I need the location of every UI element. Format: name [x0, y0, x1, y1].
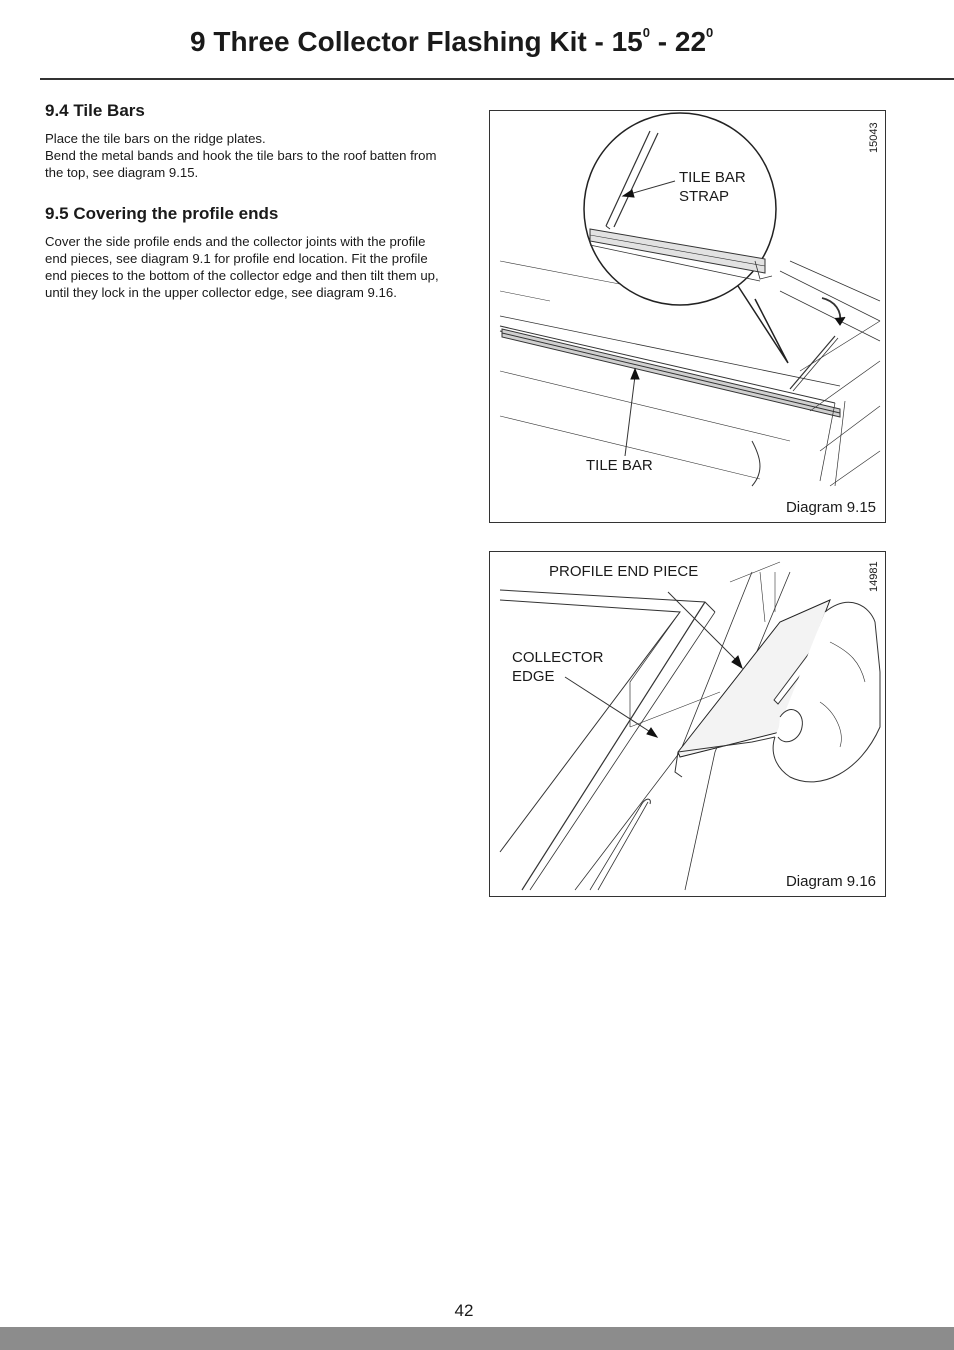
- page-title: [190, 26, 713, 58]
- section-heading: 9.4 Tile Bars: [45, 101, 145, 120]
- paragraph: Place the tile bars on the ridge plates.: [45, 131, 266, 146]
- label-line: TILE BAR: [679, 169, 746, 186]
- title-text-2: - 22: [650, 26, 707, 57]
- diagram-9-16: [489, 551, 886, 897]
- drawing-number: 15043: [868, 122, 880, 153]
- page-number: 42: [454, 1301, 474, 1320]
- title-superscript-1: 0: [642, 24, 650, 40]
- label-line: STRAP: [679, 188, 730, 205]
- label-tile-bar-strap: [679, 168, 746, 206]
- label-line: EDGE: [512, 668, 555, 685]
- paragraph: Bend the metal bands and hook the tile bars to the roof batten from the top, see diagram 9.15.: [45, 148, 437, 180]
- label-tile-bar: TILE BAR: [586, 457, 653, 474]
- diagram-caption: Diagram 9.16: [785, 873, 876, 890]
- drawing-number: 14981: [868, 561, 880, 592]
- title-text: 9 Three Collector Flashing Kit - 15: [190, 26, 643, 57]
- diagram-9-15: [489, 110, 886, 523]
- label-line: COLLECTOR: [512, 649, 604, 666]
- section-9-4: [45, 101, 445, 181]
- section-9-5: [45, 204, 445, 301]
- label-profile-end-piece: PROFILE END PIECE: [549, 563, 699, 580]
- label-collector-edge: [512, 648, 603, 686]
- footer-bar: [0, 1327, 954, 1350]
- title-rule: [40, 78, 954, 80]
- diagram-caption: Diagram 9.15: [785, 499, 876, 516]
- profile-end-piece-illustration: [490, 552, 885, 896]
- section-heading: 9.5 Covering the profile ends: [45, 204, 279, 223]
- title-superscript-2: 0: [706, 24, 714, 40]
- paragraph: Cover the side profile ends and the collector joints with the profile end pieces, see diagram 9.1 for profile end location. Fit the profile end pieces to the bottom of the collector edge and then tilt them up, until they lock in the upper collector edge, see diagram 9.16.: [45, 234, 439, 300]
